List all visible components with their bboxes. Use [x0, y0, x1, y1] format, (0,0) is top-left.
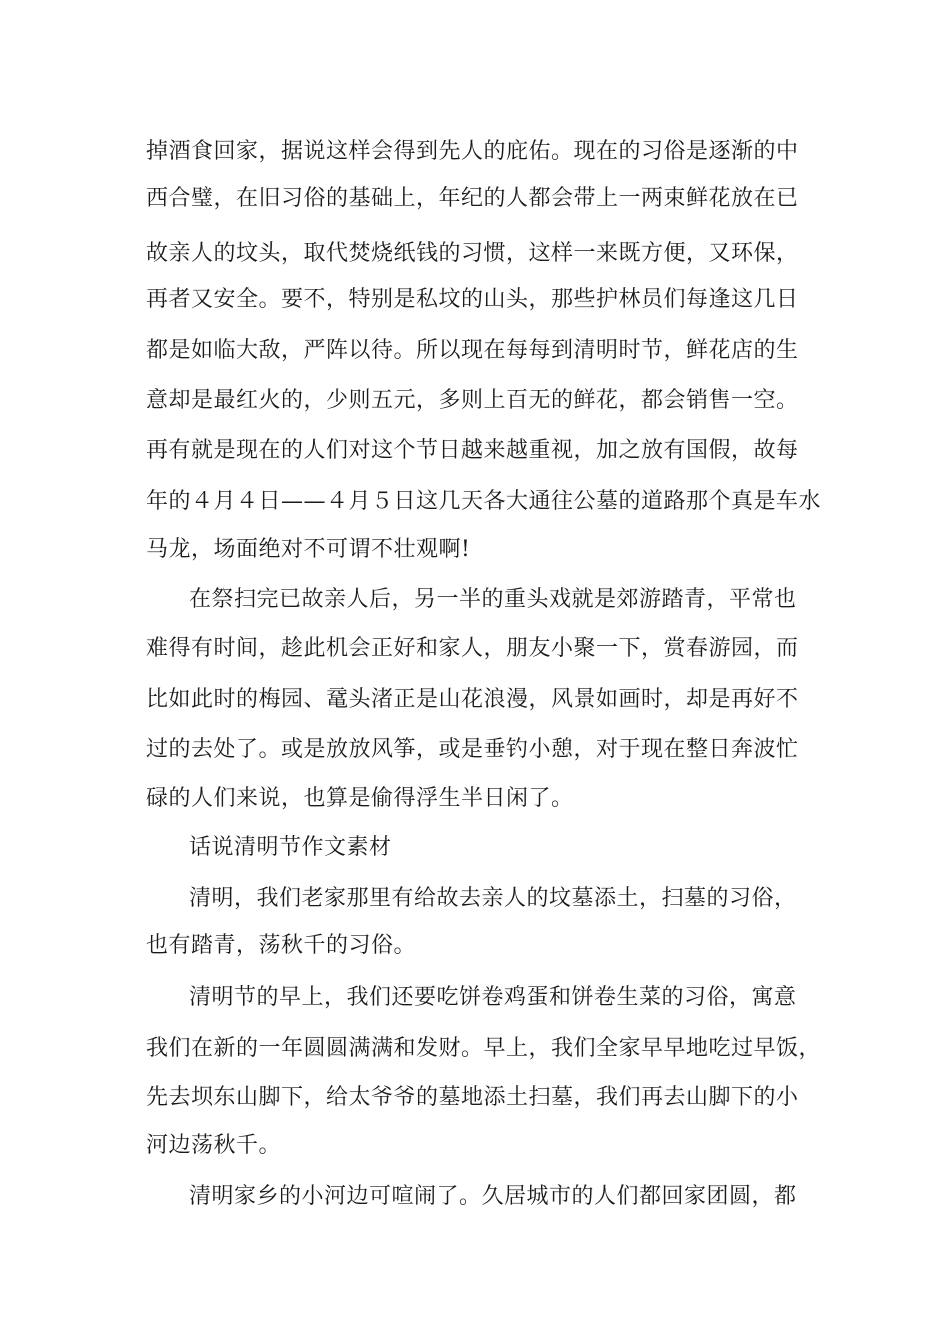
- text-line: 清明家乡的小河边可喧闹了。久居城市的人们都回家团圆，都: [189, 1184, 797, 1209]
- text-line: 掉酒食回家，据说这样会得到先人的庇佑。现在的习俗是逐渐的中: [146, 139, 799, 164]
- text-line: 都是如临大敌，严阵以待。所以现在每每到清明时节，鲜花店的生: [146, 338, 799, 363]
- text-line: 再有就是现在的人们对这个节日越来越重视，加之放有国假，故每: [146, 438, 799, 463]
- text-line: 我们在新的一年圆圆满满和发财。早上，我们全家早早地吃过早饭，: [146, 1036, 822, 1061]
- text-line: 碌的人们来说，也算是偷得浮生半日闲了。: [146, 786, 574, 811]
- text-line: 难得有时间，趁此机会正好和家人，朋友小聚一下，赏春游园，而: [146, 636, 799, 661]
- text-line: 年的４月４日——４月５日这几天各大通往公墓的道路那个真是车水: [146, 489, 822, 514]
- text-line: 故亲人的坟头，取代焚烧纸钱的习惯，这样一来既方便，又环保，: [146, 241, 799, 266]
- text-line: 清明节的早上，我们还要吃饼卷鸡蛋和饼卷生菜的习俗，寓意: [189, 985, 797, 1010]
- section-heading: 话说清明节作文素材: [189, 835, 392, 860]
- text-line: 马龙，场面绝对不可谓不壮观啊!: [146, 537, 471, 562]
- text-line: 再者又安全。要不，特别是私坟的山头，那些护林员们每逢这几日: [146, 287, 799, 312]
- text-line: 过的去处了。或是放放风筝，或是垂钓小憩，对于现在整日奔波忙: [146, 737, 799, 762]
- text-line: 也有踏青，荡秋千的习俗。: [146, 933, 417, 958]
- text-line: 河边荡秋千。: [146, 1133, 282, 1158]
- text-line: 意却是最红火的，少则五元，多则上百无的鲜花，都会销售一空。: [146, 388, 799, 413]
- text-line: 比如此时的梅园、鼋头渚正是山花浪漫，风景如画时，却是再好不: [146, 687, 799, 712]
- text-line: 先去坝东山脚下，给太爷爷的墓地添土扫墓，我们再去山脚下的小: [146, 1085, 799, 1110]
- text-line: 清明，我们老家那里有给故去亲人的坟墓添土，扫墓的习俗，: [189, 886, 797, 911]
- text-line: 西合璧，在旧习俗的基础上，年纪的人都会带上一两束鲜花放在已: [146, 186, 799, 211]
- text-line: 在祭扫完已故亲人后，另一半的重头戏就是郊游踏青，平常也: [189, 587, 797, 612]
